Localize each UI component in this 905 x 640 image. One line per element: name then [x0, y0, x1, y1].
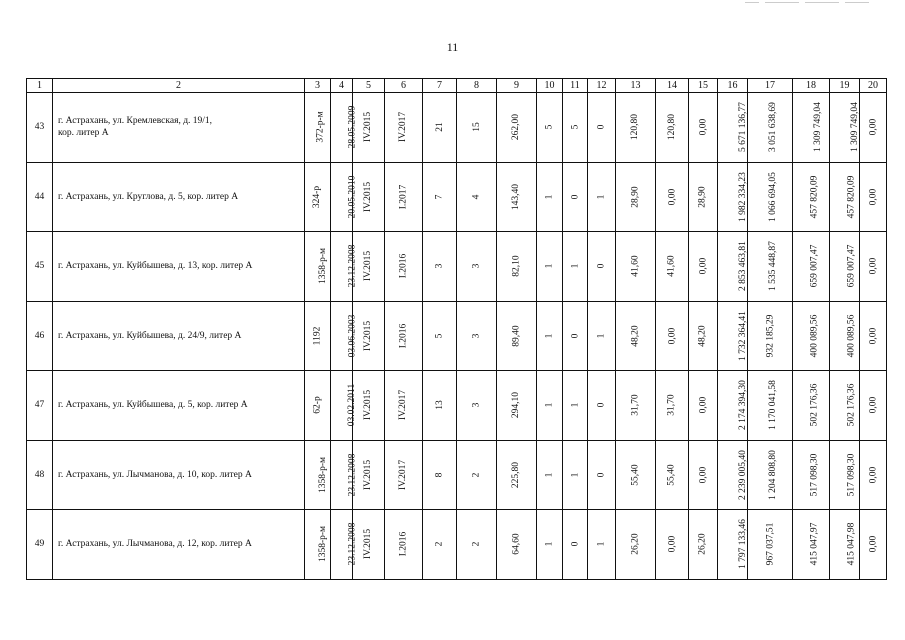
value-cell: [497, 162, 537, 232]
value-cell: [305, 440, 331, 510]
cell-value: 502 176,36: [809, 383, 820, 427]
cell-value: 0,00: [698, 257, 708, 275]
cell-value: 0: [596, 263, 607, 269]
cell-value: 1: [596, 194, 607, 200]
table-row: [27, 162, 887, 232]
value-cell: [588, 232, 616, 302]
value-cell: [689, 162, 718, 232]
value-cell: [385, 232, 423, 302]
value-cell: [830, 510, 860, 580]
value-cell: [718, 440, 748, 510]
column-header: 18: [793, 79, 830, 93]
cell-value: 1358-р-м: [318, 456, 329, 493]
value-cell: [793, 510, 830, 580]
value-cell: [718, 301, 748, 371]
cell-value: 03.02.2011: [347, 384, 358, 427]
column-header: 10: [537, 79, 563, 93]
cell-value: 64,60: [511, 533, 522, 555]
cell-value: IV.2017: [398, 112, 409, 143]
cell-value: 62-р: [312, 396, 323, 414]
cell-value: 1: [570, 402, 580, 408]
value-cell: [423, 93, 457, 163]
value-cell: [457, 301, 497, 371]
row-number-cell: 45: [27, 232, 53, 302]
cell-value: 0,00: [698, 118, 708, 136]
value-cell: [457, 440, 497, 510]
value-cell: [656, 93, 689, 163]
cell-value: IV.2015: [363, 320, 374, 351]
value-cell: [385, 440, 423, 510]
value-cell: [305, 93, 331, 163]
cell-value: 41,60: [630, 255, 641, 277]
value-cell: [616, 93, 656, 163]
value-cell: [457, 232, 497, 302]
cell-value: 1 204 808,80: [767, 449, 778, 500]
cell-value: 31,70: [667, 394, 677, 416]
address-cell: г. Астрахань, ул. Куйбышева, д. 13, кор. литер А: [53, 232, 305, 302]
cell-value: 3: [471, 333, 482, 339]
value-cell: [423, 510, 457, 580]
value-cell: [830, 371, 860, 441]
cell-value: 225,80: [511, 461, 522, 488]
value-cell: [616, 440, 656, 510]
value-cell: [588, 440, 616, 510]
address-cell: г. Астрахань, ул. Куйбышева, д. 24/9, литер А: [53, 301, 305, 371]
value-cell: [748, 93, 793, 163]
cell-value: I.2016: [398, 531, 409, 557]
value-cell: [830, 232, 860, 302]
value-cell: [305, 510, 331, 580]
cell-value: 517 098,30: [846, 453, 857, 497]
cell-value: 41,60: [667, 255, 677, 277]
row-number-cell: 46: [27, 301, 53, 371]
value-cell: [457, 510, 497, 580]
value-cell: [563, 93, 588, 163]
value-cell: [860, 510, 887, 580]
cell-value: 1 732 364,41: [737, 310, 748, 361]
value-cell: [305, 162, 331, 232]
value-cell: [563, 162, 588, 232]
cell-value: 48,20: [698, 325, 708, 347]
value-cell: [563, 371, 588, 441]
cell-value: 262,00: [511, 114, 522, 141]
cell-value: 0,00: [868, 327, 878, 345]
value-cell: [616, 301, 656, 371]
value-cell: [537, 232, 563, 302]
value-cell: [385, 371, 423, 441]
value-cell: [563, 301, 588, 371]
value-cell: [616, 510, 656, 580]
cell-value: 3 051 638,69: [767, 102, 778, 153]
cell-value: 0,00: [667, 188, 677, 206]
column-header: 7: [423, 79, 457, 93]
value-cell: [457, 93, 497, 163]
value-cell: [860, 440, 887, 510]
value-cell: [689, 232, 718, 302]
cell-value: 120,80: [667, 114, 677, 141]
value-cell: [537, 440, 563, 510]
cell-value: 3: [471, 263, 482, 269]
value-cell: [748, 371, 793, 441]
cell-value: 0,00: [868, 118, 878, 136]
value-cell: [385, 510, 423, 580]
cell-value: IV.2015: [363, 112, 374, 143]
value-cell: [748, 232, 793, 302]
value-cell: [689, 301, 718, 371]
cell-value: 23.12.2008: [347, 453, 358, 497]
cell-value: 0: [596, 472, 607, 478]
cell-value: 2 174 394,30: [737, 380, 748, 431]
value-cell: [331, 371, 358, 441]
cell-value: 5: [544, 124, 555, 130]
table-row: [27, 440, 887, 510]
value-cell: [385, 301, 423, 371]
column-header: 17: [748, 79, 793, 93]
cell-value: 2: [434, 541, 445, 547]
value-cell: [689, 93, 718, 163]
cell-value: 0: [570, 541, 580, 547]
cell-value: 294,10: [511, 392, 522, 419]
value-cell: [656, 510, 689, 580]
value-cell: [385, 162, 423, 232]
value-cell: [718, 371, 748, 441]
value-cell: [689, 371, 718, 441]
cell-value: 2: [471, 472, 482, 478]
column-header: 12: [588, 79, 616, 93]
cell-value: 23.12.2008: [347, 522, 358, 566]
cell-value: IV.2017: [398, 390, 409, 421]
column-header: 9: [497, 79, 537, 93]
cell-value: 0: [596, 124, 607, 130]
column-header: 20: [860, 79, 887, 93]
value-cell: [830, 301, 860, 371]
column-header-row: [27, 79, 887, 93]
table-row: [27, 232, 887, 302]
cell-value: 1: [544, 333, 555, 339]
address-cell: г. Астрахань, ул. Лычманова, д. 10, кор. литер А: [53, 440, 305, 510]
value-cell: [860, 301, 887, 371]
cell-value: 21: [434, 122, 445, 132]
cell-value: 1 797 133,46: [737, 519, 748, 570]
value-cell: [616, 162, 656, 232]
value-cell: [497, 440, 537, 510]
value-cell: [793, 301, 830, 371]
column-header: 2: [53, 79, 305, 93]
cell-value: I.2017: [398, 184, 409, 210]
cell-value: 0,00: [868, 396, 878, 414]
value-cell: [353, 371, 385, 441]
value-cell: [793, 440, 830, 510]
cell-value: 1 982 334,23: [737, 171, 748, 222]
value-cell: [656, 440, 689, 510]
cell-value: 28.05.2009: [347, 105, 358, 149]
value-cell: [718, 162, 748, 232]
value-cell: [689, 510, 718, 580]
cell-value: 0,00: [698, 396, 708, 414]
value-cell: [588, 162, 616, 232]
cell-value: 0,00: [868, 188, 878, 206]
row-number-cell: 49: [27, 510, 53, 580]
value-cell: [331, 510, 358, 580]
value-cell: [588, 93, 616, 163]
table-row: [27, 301, 887, 371]
cell-value: IV.2017: [398, 459, 409, 490]
cell-value: 0,00: [667, 535, 677, 553]
address-cell: г. Астрахань, ул. Кремлевская, д. 19/1, кор. литер А: [53, 93, 305, 163]
value-cell: [423, 371, 457, 441]
cell-value: 5: [570, 124, 580, 130]
cell-value: 1 170 041,58: [767, 380, 778, 431]
cell-value: IV.2015: [363, 251, 374, 282]
value-cell: [860, 232, 887, 302]
cell-value: 55,40: [630, 464, 641, 486]
value-cell: [656, 232, 689, 302]
value-cell: [748, 440, 793, 510]
cell-value: 415 047,97: [809, 522, 820, 566]
cell-value: 1358-р-м: [318, 248, 329, 285]
cell-value: 967 037,51: [765, 522, 775, 566]
value-cell: [793, 371, 830, 441]
value-cell: [588, 510, 616, 580]
table-row: [27, 371, 887, 441]
cell-value: 1: [570, 263, 580, 269]
address-cell: г. Астрахань, ул. Лычманова, д. 12, кор. литер А: [53, 510, 305, 580]
value-cell: [497, 510, 537, 580]
cell-value: 15: [471, 122, 482, 132]
row-number-cell: 47: [27, 371, 53, 441]
column-header: 14: [656, 79, 689, 93]
value-cell: [331, 93, 358, 163]
cell-value: 1: [596, 333, 607, 339]
value-cell: [537, 371, 563, 441]
cell-value: 82,10: [511, 255, 522, 277]
cell-value: 1 309 749,04: [812, 102, 823, 153]
column-header: 15: [689, 79, 718, 93]
value-cell: [331, 162, 358, 232]
cell-value: 55,40: [667, 464, 677, 486]
cell-value: IV.2015: [363, 390, 374, 421]
scan-artifact-marks: [745, 2, 895, 6]
value-cell: [860, 93, 887, 163]
value-cell: [331, 440, 358, 510]
cell-value: 7: [434, 194, 445, 200]
row-number-cell: 43: [27, 93, 53, 163]
row-number-cell: 44: [27, 162, 53, 232]
value-cell: [497, 371, 537, 441]
column-header: 19: [830, 79, 860, 93]
cell-value: 400 089,56: [809, 314, 820, 358]
cell-value: 372-р-м: [315, 111, 326, 143]
cell-value: 659 007,47: [846, 244, 857, 288]
cell-value: 0,00: [698, 466, 708, 484]
address-cell: г. Астрахань, ул. Куйбышева, д. 5, кор. литер А: [53, 371, 305, 441]
column-header: 16: [718, 79, 748, 93]
column-header: 4: [331, 79, 353, 93]
cell-value: 120,80: [630, 114, 641, 141]
cell-value: 20.05.2010: [347, 175, 358, 219]
cell-value: 0,00: [667, 327, 677, 345]
cell-value: 457 820,09: [809, 175, 820, 219]
cell-value: 1192: [312, 326, 323, 346]
cell-value: IV.2015: [363, 181, 374, 212]
value-cell: [305, 301, 331, 371]
value-cell: [423, 440, 457, 510]
value-cell: [305, 232, 331, 302]
value-cell: [497, 301, 537, 371]
cell-value: 1: [570, 472, 580, 478]
cell-value: 1 309 749,04: [849, 102, 860, 153]
cell-value: 1: [544, 263, 555, 269]
column-header: 8: [457, 79, 497, 93]
value-cell: [331, 301, 358, 371]
cell-value: 3: [434, 263, 445, 269]
cell-value: 324-р: [312, 185, 323, 208]
cell-value: 5: [434, 333, 445, 339]
value-cell: [537, 93, 563, 163]
cell-value: 932 185,29: [765, 314, 775, 358]
value-cell: [793, 162, 830, 232]
column-header: 13: [616, 79, 656, 93]
value-cell: [860, 371, 887, 441]
value-cell: [718, 93, 748, 163]
cell-value: 0,00: [868, 257, 878, 275]
value-cell: [588, 371, 616, 441]
cell-value: 3: [471, 402, 482, 408]
cell-value: 2 853 463,81: [737, 241, 748, 292]
address-cell: г. Астрахань, ул. Круглова, д. 5, кор. литер А: [53, 162, 305, 232]
value-cell: [748, 510, 793, 580]
cell-value: 0: [596, 402, 607, 408]
value-cell: [616, 371, 656, 441]
page-number: 11: [446, 40, 459, 54]
table-row: [27, 510, 887, 580]
cell-value: 28,90: [698, 186, 708, 208]
cell-value: 03.06.2003: [347, 314, 358, 358]
cell-value: 5 671 136,77: [737, 102, 748, 153]
value-cell: [860, 162, 887, 232]
column-header: 5: [353, 79, 385, 93]
value-cell: [423, 301, 457, 371]
cell-value: 0: [570, 194, 580, 200]
value-cell: [497, 93, 537, 163]
cell-value: 26,20: [630, 533, 641, 555]
value-cell: [563, 440, 588, 510]
column-header: 1: [27, 79, 53, 93]
cell-value: 1: [544, 194, 555, 200]
value-cell: [718, 510, 748, 580]
value-cell: [563, 510, 588, 580]
cell-value: 1 535 448,87: [767, 241, 778, 292]
cell-value: 0,00: [868, 466, 878, 484]
value-cell: [616, 232, 656, 302]
value-cell: [718, 232, 748, 302]
cell-value: 23.12.2008: [347, 244, 358, 288]
value-cell: [537, 510, 563, 580]
cell-value: 400 089,56: [846, 314, 857, 358]
cell-value: 517 098,30: [809, 453, 820, 497]
column-header: 6: [385, 79, 423, 93]
value-cell: [305, 371, 331, 441]
cell-value: 1358-р-м: [318, 526, 329, 563]
cell-value: 26,20: [698, 533, 708, 555]
table-body: [27, 93, 887, 580]
cell-value: 659 007,47: [809, 244, 820, 288]
value-cell: [563, 232, 588, 302]
cell-value: 1: [544, 402, 555, 408]
value-cell: [689, 440, 718, 510]
value-cell: [793, 93, 830, 163]
column-header: 3: [305, 79, 331, 93]
cell-value: 89,40: [511, 325, 522, 347]
cell-value: IV.2015: [363, 459, 374, 490]
cell-value: 2 239 005,40: [737, 449, 748, 500]
value-cell: [423, 162, 457, 232]
cell-value: 1: [544, 541, 555, 547]
cell-value: 48,20: [630, 325, 641, 347]
cell-value: 4: [471, 194, 482, 200]
value-cell: [588, 301, 616, 371]
value-cell: [656, 301, 689, 371]
cell-value: I.2016: [398, 253, 409, 279]
value-cell: [656, 371, 689, 441]
cell-value: 2: [471, 541, 482, 547]
value-cell: [385, 93, 423, 163]
cell-value: I.2016: [398, 323, 409, 349]
cell-value: 1 066 694,05: [767, 171, 778, 222]
cell-value: 1: [596, 541, 607, 547]
value-cell: [656, 162, 689, 232]
value-cell: [830, 440, 860, 510]
cell-value: IV.2015: [363, 529, 374, 560]
value-cell: [830, 93, 860, 163]
value-cell: [331, 232, 358, 302]
value-cell: [423, 232, 457, 302]
table-row: [27, 93, 887, 163]
cell-value: 0,00: [868, 535, 878, 553]
cell-value: 457 820,09: [846, 175, 857, 219]
cell-value: 8: [434, 472, 445, 478]
cell-value: 143,40: [511, 183, 522, 210]
row-number-cell: 48: [27, 440, 53, 510]
value-cell: [457, 371, 497, 441]
value-cell: [830, 162, 860, 232]
cell-value: 1: [544, 472, 555, 478]
value-cell: [457, 162, 497, 232]
column-header: 11: [563, 79, 588, 93]
value-cell: [537, 301, 563, 371]
cell-value: 502 176,36: [846, 383, 857, 427]
value-cell: [748, 162, 793, 232]
value-cell: [537, 162, 563, 232]
value-cell: [793, 232, 830, 302]
cell-value: 13: [434, 400, 445, 410]
value-cell: [748, 301, 793, 371]
cell-value: 0: [570, 333, 580, 339]
registry-table: [26, 78, 887, 580]
value-cell: [497, 232, 537, 302]
cell-value: 31,70: [630, 394, 641, 416]
cell-value: 415 047,98: [846, 522, 857, 566]
cell-value: 28,90: [630, 186, 641, 208]
